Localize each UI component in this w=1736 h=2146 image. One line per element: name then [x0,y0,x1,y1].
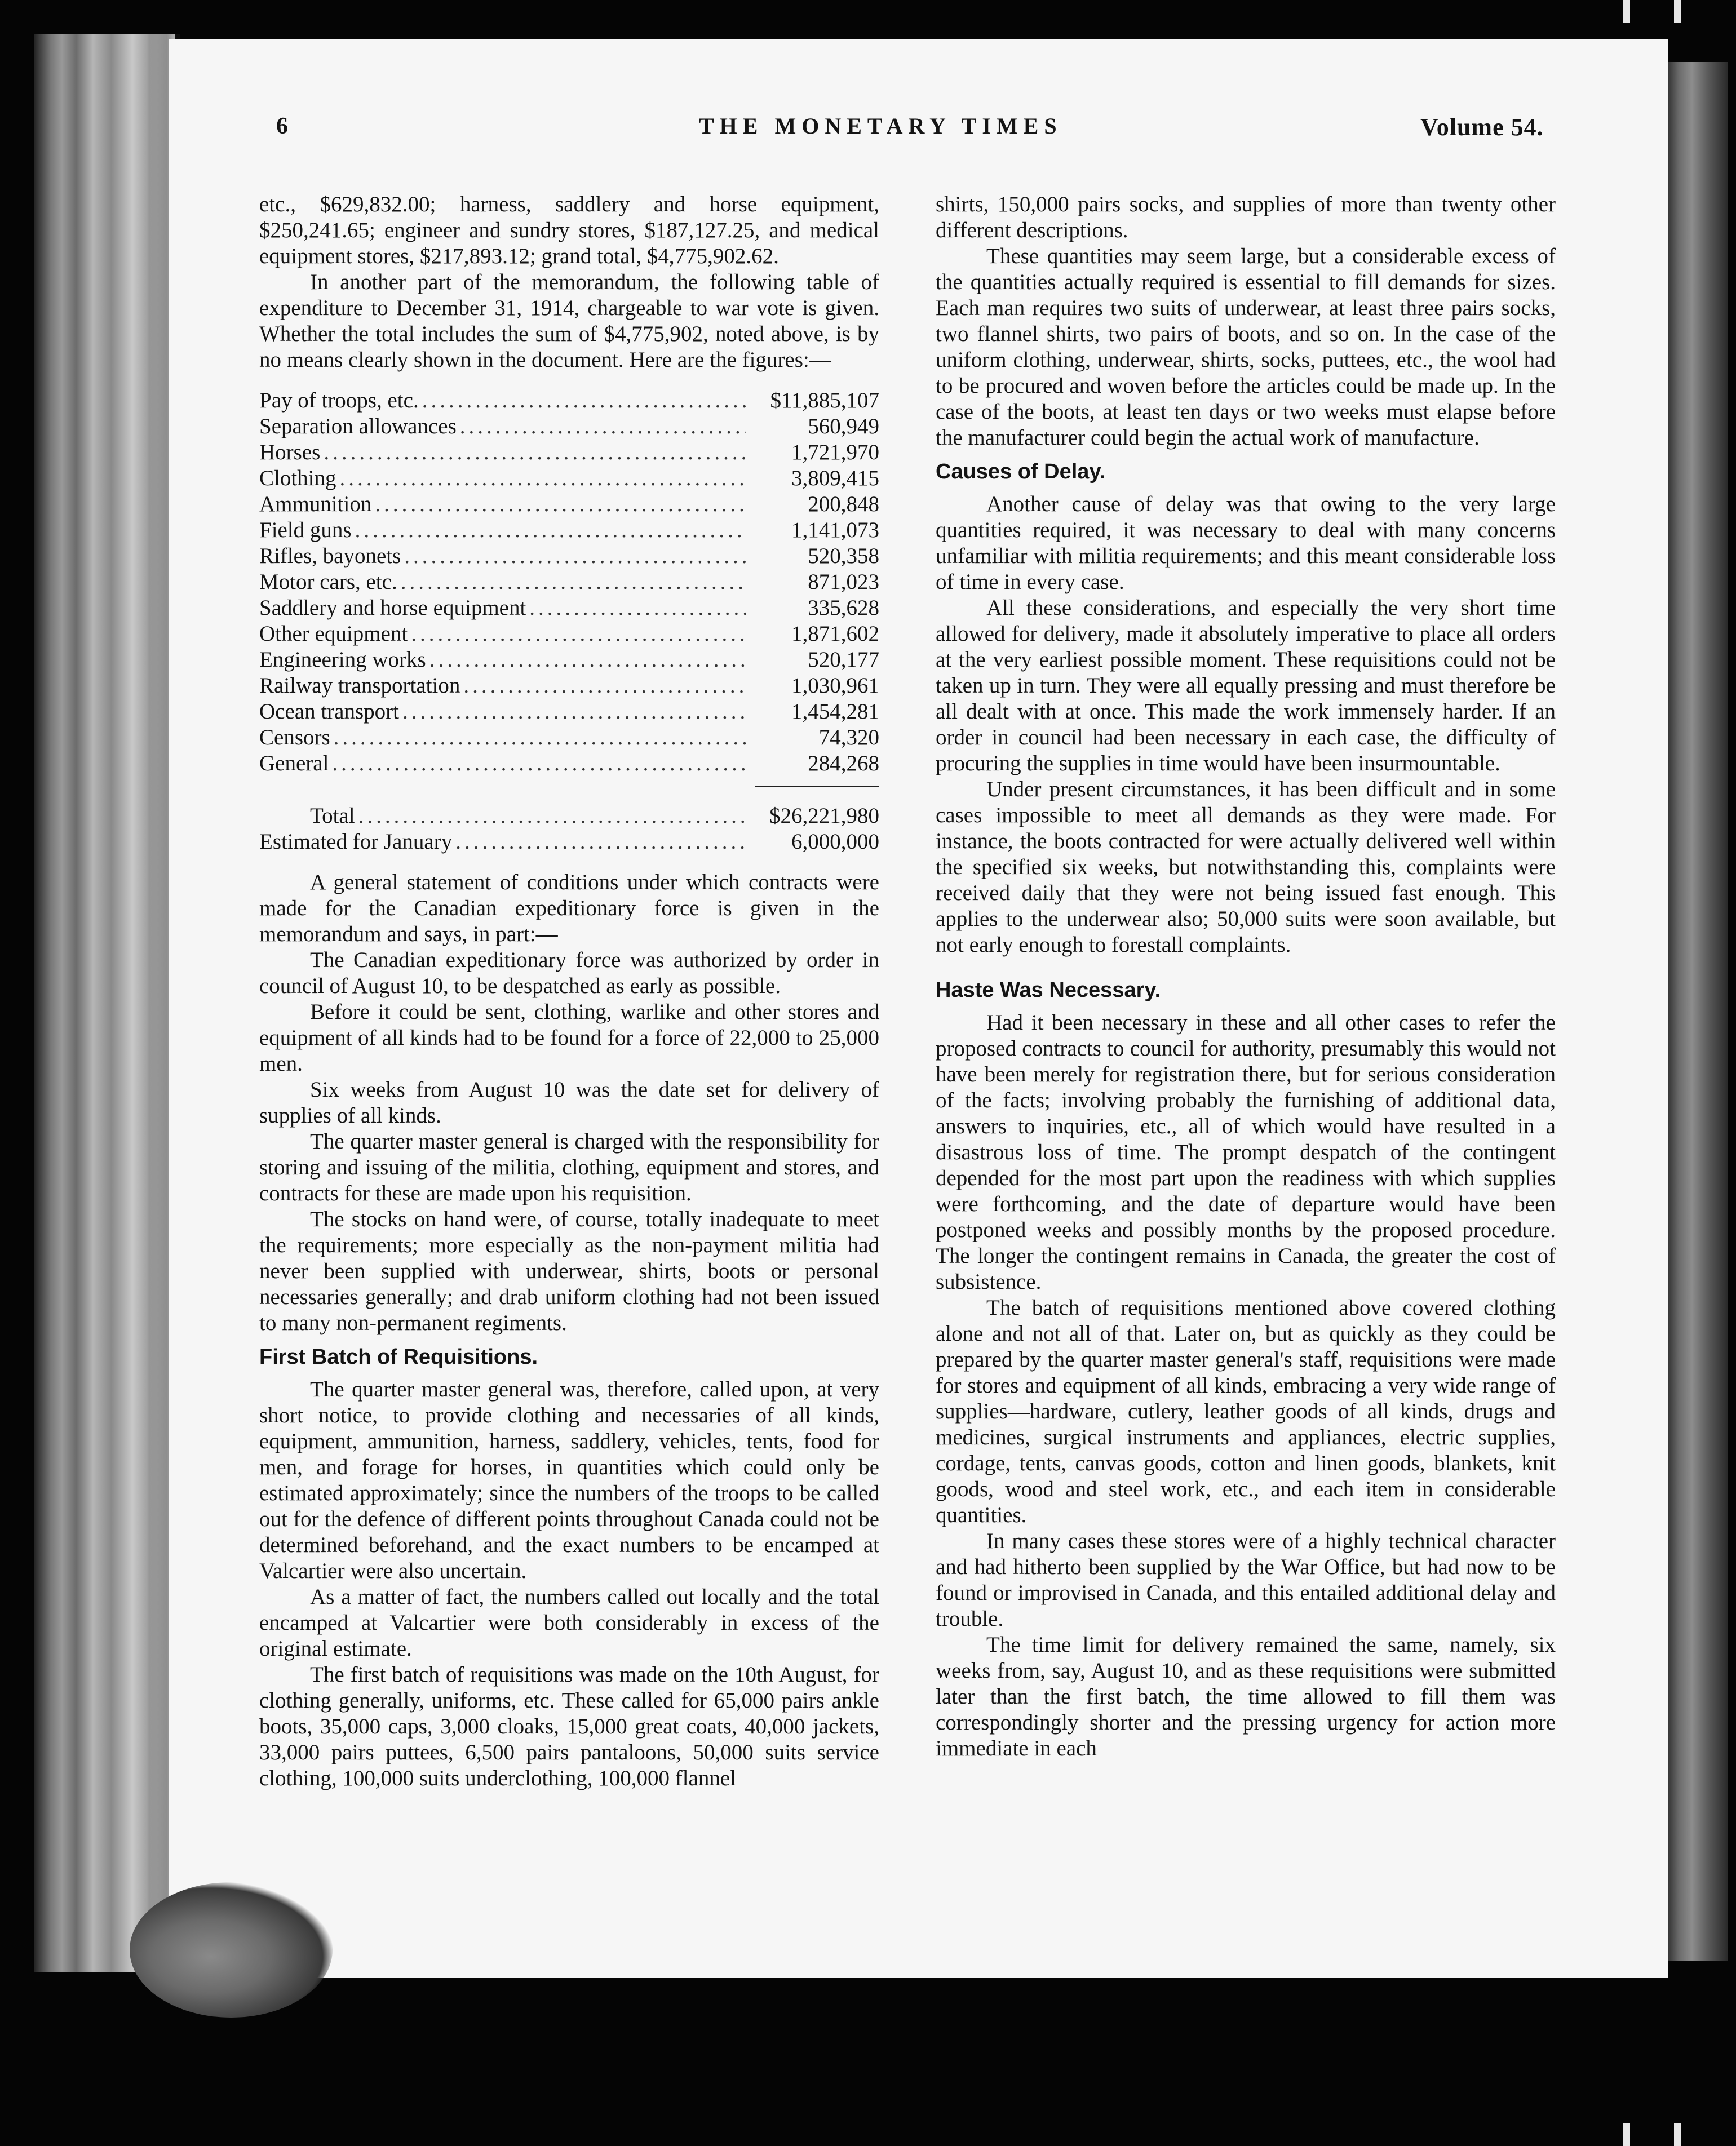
left-column [259,192,879,1792]
running-header [169,113,1668,158]
volume-label: Volume 54. [1420,113,1544,141]
paragraph: The first batch of requisitions was made on the 10th August, for clothing generally, uniforms, etc. These called for 65,000 pairs ankle boots, 35,000 caps, 3,000 cloaks, 15,000 great coats, 40,000 jackets, 33,000 pairs puttees, 6,500 pairs pantaloons, 50,000 suits service clothing, 100,000 suits underclothing, 100,000 flannel [259,1662,879,1790]
paragraph: Under present circumstances, it has been difficult and in some cases impossible to meet all demands as they were made. For instance, the boots contracted for were actually delivered well within the specified six weeks, but notwithstanding this, complaints were received daily that they were not being issued fast enough. This applies to the underwear also; 50,000 suits were soon available, but not early enough to forestall complaints. [936,777,1556,957]
leader-dots [463,673,746,699]
item-label: Horses [259,440,321,464]
item-label: Railway transportation [259,673,460,698]
paragraph: All these considerations, and especially the very short time allowed for delivery, made it absolutely imperative to place all orders at the very earliest possible moment. These requisitions could not be taken up in turn. They were all equally pressing and must therefore be all dealt with at once. This made the work immensely harder. If an order in council had been necessary in each case, the difficulty of procuring the supplies in time would have been insurmountable. [936,596,1556,775]
item-label: Censors [259,725,330,750]
table-row [259,569,879,595]
item-label: Engineering works [259,648,426,672]
section-heading: Causes of Delay. [936,460,1106,484]
paragraph: The Canadian expeditionary force was authorized by order in council of August 10, to be despatched as early as possible. [259,948,879,998]
item-amount: 520,358 [808,544,879,568]
paragraph: shirts, 150,000 pairs socks, and supplies of more than twenty other different descriptions. [936,192,1556,242]
table-row [259,388,879,414]
paragraph: A general statement of conditions under which contracts were made for the Canadian expeditionary force is given in the memorandum and says, in part:— [259,870,879,946]
table-row [259,699,879,725]
section-heading: Haste Was Necessary. [936,978,1161,1002]
paragraph: The batch of requisitions mentioned above covered clothing alone and not all of that. Later on, but as quickly as they could be prepared by the quarter master general's staff, requisitions were made for stores and equipment of all kinds, embracing a very wide range of supplies—hardware, cutlery, leather goods of all kinds, drugs and medicines, surgical instruments and appliances, electric supplies, cordage, tents, canvas goods, cotton and linen goods, blankets, knit goods, wood and steel work, etc., and each item in considerable quantities. [936,1296,1556,1527]
paragraph: Another cause of delay was that owing to the very large quantities required, it was necessary to deal with many concerns unfamiliar with militia requirements; and this meant considerable loss of time in every case. [936,492,1556,594]
item-amount: 74,320 [818,725,879,750]
paragraph: Before it could be sent, clothing, warlike and other stores and equipment of all kinds had to be found for a force of 22,000 to 25,000 men. [259,1000,879,1076]
leader-dots [375,491,746,517]
item-amount: 3,809,415 [791,466,879,490]
item-amount: 560,949 [808,414,879,438]
paragraph: As a matter of fact, the numbers called out locally and the total encamped at Valcartier were both considerably in excess of the original estimate. [259,1585,879,1661]
leader-dots [332,751,746,777]
table-row [259,491,879,517]
top-scan-marks [1606,0,1719,23]
table-row [259,414,879,440]
item-amount: 1,141,073 [791,518,879,542]
leader-dots [429,647,746,673]
section-heading: First Batch of Requisitions. [259,1345,538,1369]
paragraph: Had it been necessary in these and all other cases to refer the proposed contracts to council for authority, presumably this would not have been merely for registration there, but for serious consideration of the facts; involving probably the furnishing of additional data, answers to inquiries, etc., all of which would have resulted in a disastrous loss of time. The prompt despatch of the contingent depended for the most part upon the readiness with which supplies were forthcoming, and the date of departure would have been postponed weeks and possibly months by the proposed procedure. The longer the contingent remains in Canada, the greater the cost of subsistence. [936,1010,1556,1294]
table-row [259,673,879,699]
item-label: Other equipment [259,622,408,646]
leader-dots [411,621,746,647]
table-row [259,725,879,751]
bottom-scan-marks [1606,2123,1719,2146]
table-total-row [259,803,879,829]
item-label: Motor cars, etc. [259,570,397,594]
item-amount: 200,848 [808,492,879,516]
expenditure-table [259,388,879,777]
item-label: Separation allowances [259,414,457,438]
right-page-edge [1663,62,1728,1961]
paragraph: The quarter master general was, therefore, called upon, at very short notice, to provide clothing and necessaries of all kinds, equipment, ammunition, harness, saddlery, vehicles, tents, food for men, and forage for horses, in quantities which could only be estimated approximately; since the numbers of the troops to be called out for the defence of different points throughout Canada could not be determined beforehand, and the exact numbers to be encamped at Valcartier were also uncertain. [259,1377,879,1583]
item-amount: 1,030,961 [791,673,879,698]
paragraph: etc., $629,832.00; harness, saddlery and horse equipment, $250,241.65; engineer and sundry stores, $187,127.25, and medical equipment stores, $217,893.12; grand total, $4,775,902.62. [259,192,879,268]
item-amount: $11,885,107 [770,388,879,413]
item-amount: 520,177 [808,648,879,672]
right-column [936,192,1556,1762]
item-label: Saddlery and horse equipment [259,596,526,620]
leader-dots [402,699,746,725]
item-amount: 1,721,970 [791,440,879,464]
leader-dots [355,517,746,543]
item-label: Ocean transport [259,699,399,724]
item-amount: 871,023 [808,570,879,594]
item-label: Clothing [259,466,336,490]
total-amount: $26,221,980 [769,804,879,828]
table-row [259,621,879,647]
table-row [259,751,879,777]
paragraph: Six weeks from August 10 was the date set for delivery of supplies of all kinds. [259,1078,879,1128]
paragraph: In many cases these stores were of a highly technical character and had hitherto been supplied by the War Office, but had now to be found or improvised in Canada, and this entailed additional delay and trouble. [936,1529,1556,1631]
page-number: 6 [276,113,288,139]
paragraph: The time limit for delivery remained the same, namely, six weeks from, say, August 10, and as these requisitions were submitted later than the first batch, the time allowed to fill them was correspondingly shorter and the pressing urgency for action more immediate in each [936,1633,1556,1761]
leader-dots [358,803,746,829]
book-page [169,39,1668,1978]
table-row [259,647,879,673]
item-label: Field guns [259,518,352,542]
total-rule [755,786,879,787]
leader-dots [404,543,746,569]
item-amount: 1,454,281 [791,699,879,724]
table-row [259,465,879,491]
leader-dots [340,465,746,491]
item-label: General [259,751,329,775]
table-row [259,595,879,621]
leader-dots [529,595,746,621]
table-row [259,543,879,569]
leader-dots [324,440,746,465]
leader-dots [460,414,746,440]
item-label: Rifles, bayonets [259,544,401,568]
item-label: Ammunition [259,492,372,516]
item-amount: 335,628 [808,596,879,620]
estimate-amount: 6,000,000 [791,830,879,854]
paragraph: The quarter master general is charged with the responsibility for storing and issuing of the militia, clothing, equipment and stores, and contracts for these are made upon his requisition. [259,1129,879,1205]
leader-dots [455,829,746,855]
leader-dots [401,569,746,595]
paragraph: The stocks on hand were, of course, totally inadequate to meet the requirements; more especially as the non-payment militia had never been supplied with underwear, shirts, boots or personal necessaries generally; and drab uniform clothing had not been issued to many non-permanent regiments. [259,1207,879,1335]
item-label: Pay of troops, etc. [259,388,419,413]
item-amount: 1,871,602 [791,622,879,646]
thumb-shadow [130,1882,333,2018]
paragraph: In another part of the memorandum, the following table of expenditure to December 31, 1914, chargeable to war vote is given. Whether the total includes the sum of $4,775,902, noted above, is by no means clearly shown in the document. Here are the figures:— [259,270,879,372]
estimate-label: Estimated for January [259,830,453,854]
item-amount: 284,268 [808,751,879,775]
publication-title: THE MONETARY TIMES [699,113,1062,139]
total-label: Total [310,804,355,828]
paragraph: These quantities may seem large, but a considerable excess of the quantities actually required is essential to fill demands for sizes. Each man requires two suits of underwear, at least three pairs socks, two flannel shirts, two pairs of boots, and so on. In the case of the uniform clothing, underwear, shirts, socks, puttees, etc., the wool had to be procured and woven before the articles could be made up. In the case of the boots, at least ten days or two weeks must elapse before the manufacturer could begin the actual work of manufacture. [936,244,1556,450]
table-row [259,440,879,465]
table-estimate-row [259,829,879,855]
leader-dots [334,725,746,751]
table-row [259,517,879,543]
leader-dots [422,388,746,414]
